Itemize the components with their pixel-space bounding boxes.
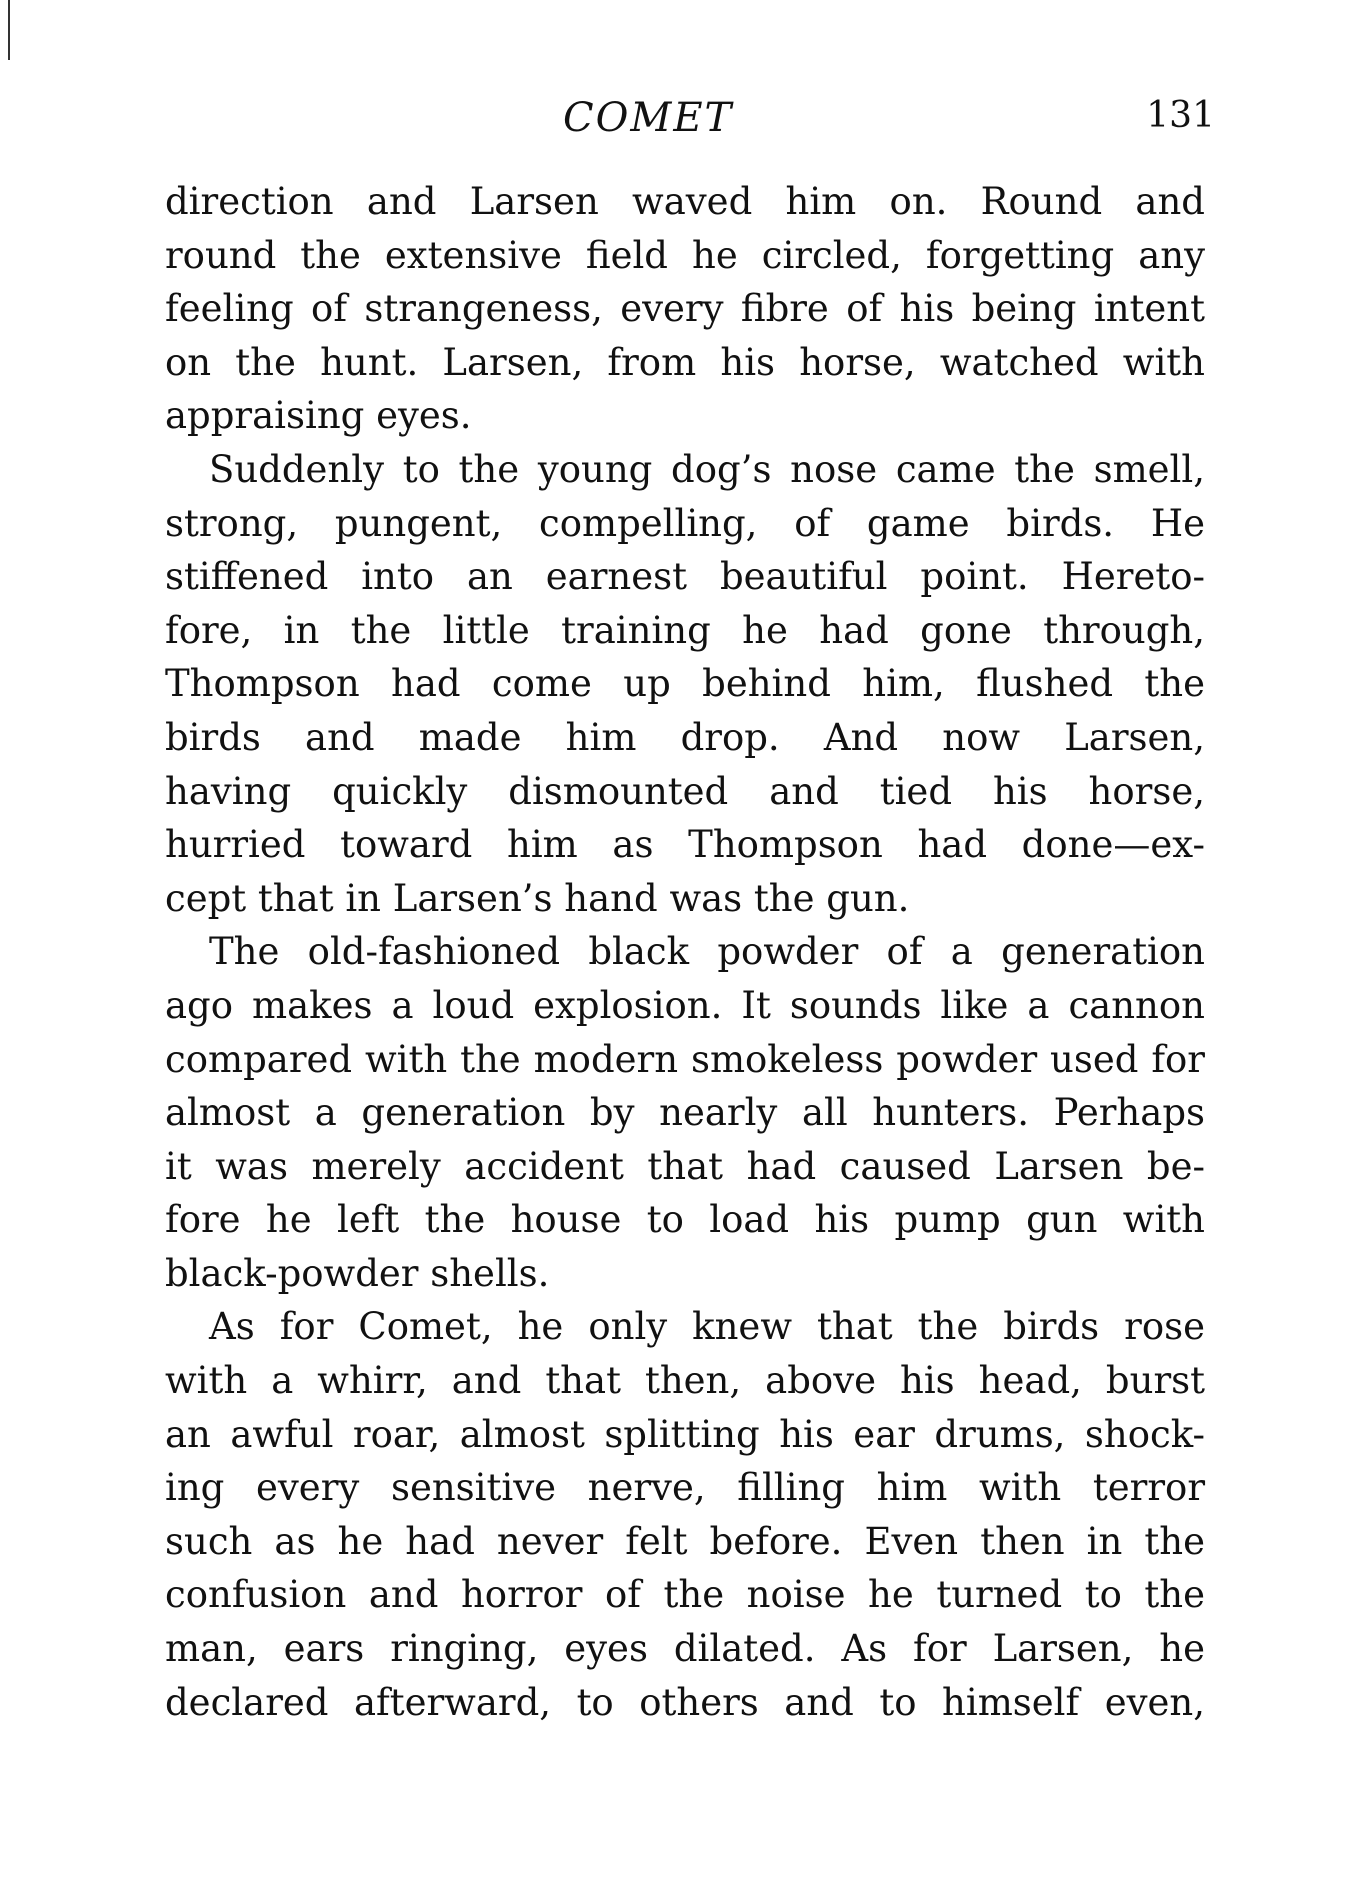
text-line: black-powder shells.	[165, 1251, 550, 1295]
paragraph	[165, 1300, 1205, 1729]
text-line: feeling of strangeness, every fibre of his being intent	[165, 287, 1205, 331]
paragraph	[165, 175, 1205, 443]
paragraph	[165, 925, 1205, 1300]
text-line: birds and made him drop. And now Larsen,	[165, 715, 1205, 759]
text-line: As for Comet, he only knew that the birds rose	[209, 1305, 1205, 1349]
text-line: declared afterward, to others and to himself even,	[165, 1680, 1205, 1724]
running-head	[165, 95, 1215, 145]
text-line: almost a generation by nearly all hunters. Perhaps	[165, 1091, 1205, 1135]
text-line: it was merely accident that had caused Larsen be-	[165, 1144, 1205, 1188]
text-line: man, ears ringing, eyes dilated. As for Larsen, he	[165, 1627, 1205, 1671]
text-line: appraising eyes.	[165, 394, 472, 438]
text-line: Thompson had come up behind him, flushed the	[165, 662, 1205, 706]
page-number: 131	[1146, 95, 1215, 136]
running-title: COMET	[563, 95, 734, 141]
scan-edge-mark	[8, 0, 10, 60]
text-line: on the hunt. Larsen, from his horse, watched with	[165, 340, 1205, 384]
text-line: compared with the modern smokeless powder used for	[165, 1037, 1205, 1081]
text-line: The old-fashioned black powder of a generation	[209, 930, 1205, 974]
text-line: direction and Larsen waved him on. Round and	[165, 180, 1205, 223]
text-line: such as he had never felt before. Even then in the	[165, 1519, 1205, 1563]
text-line: stiffened into an earnest beautiful point. Hereto-	[165, 555, 1205, 599]
text-line: with a whirr, and that then, above his head, burst	[165, 1359, 1205, 1403]
text-line: hurried toward him as Thompson had done—ex-	[165, 823, 1205, 867]
text-line: ing every sensitive nerve, filling him with terror	[165, 1466, 1205, 1510]
text-line: ago makes a loud explosion. It sounds like a cannon	[165, 983, 1205, 1027]
text-line: Suddenly to the young dog’s nose came the smell,	[209, 447, 1205, 491]
text-line: fore, in the little training he had gone through,	[165, 608, 1205, 652]
text-line: round the extensive field he circled, forgetting any	[165, 233, 1205, 277]
text-line: cept that in Larsen’s hand was the gun.	[165, 876, 910, 920]
text-line: fore he left the house to load his pump gun with	[165, 1198, 1205, 1242]
text-line: strong, pungent, compelling, of game birds. He	[165, 501, 1205, 545]
text-line: having quickly dismounted and tied his horse,	[165, 769, 1205, 813]
paragraph	[165, 443, 1205, 925]
body-text	[165, 175, 1205, 1729]
text-line: an awful roar, almost splitting his ear drums, shock-	[165, 1412, 1205, 1456]
text-line: confusion and horror of the noise he turned to the	[165, 1573, 1205, 1617]
